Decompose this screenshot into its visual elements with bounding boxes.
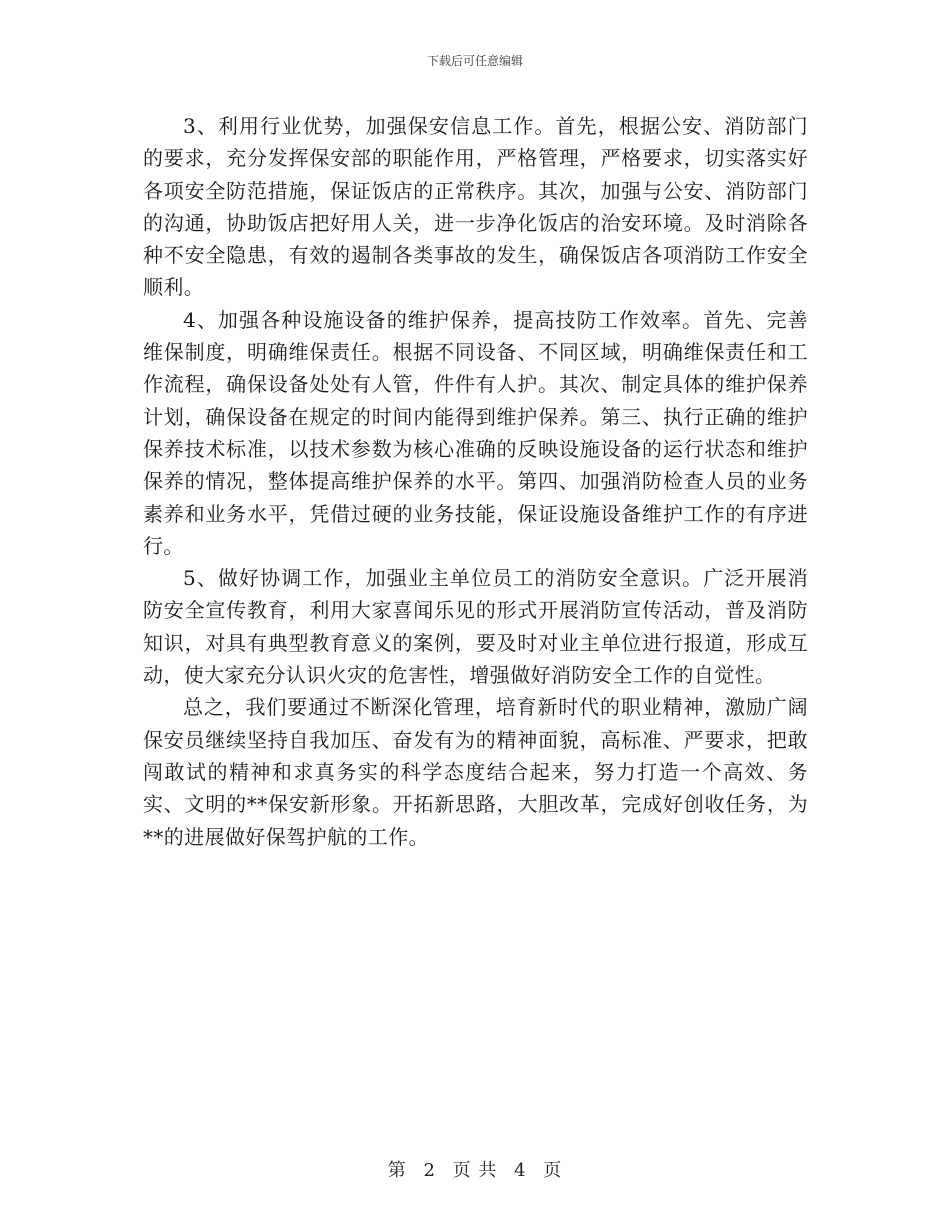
paragraph-item-3: 3、利用行业优势，加强保安信息工作。首先，根据公安、消防部门的要求，充分发挥保安部的职能作用，严格管理，严格要求，切实落实好各项安全防范措施，保证饭店的正常秩序。其次，加强与公安、消防部门的沟通，协助饭店把好用人关，进一步净化饭店的治安环境。及时消除各种不安全隐患，有效的遏制各类事故的发生，确保饭店各项消防工作安全顺利。 — [143, 114, 808, 300]
paragraph-item-4: 4、加强各种设施设备的维护保养，提高技防工作效率。首先、完善维保制度，明确维保责任。根据不同设备、不同区域，明确维保责任和工作流程，确保设备处处有人管，件件有人护。其次、制定具体的维护保养计划，确保设备在规定的时间内能得到维护保养。第三、执行正确的维护保养技术标准，以技术参数为核心准确的反映设施设备的运行状态和维护保养的情况，整体提高维护保养的水平。第四、加强消防检查人员的业务素养和业务水平，凭借过硬的业务技能，保证设施设备维护工作的有序进行。 — [143, 307, 808, 558]
current-page-number: 2 — [423, 1160, 436, 1181]
paragraph-conclusion: 总之，我们要通过不断深化管理，培育新时代的职业精神，激励广阔保安员继续坚持自我加压、奋发有为的精神面貌，高标准、严要求，把敢闯敢试的精神和求真务实的科学态度结合起来，努力打造一个高效、务实、文明的**保安新形象。开拓新思路，大胆改革，完成好创收任务，为**的进展做好保驾护航的工作。 — [143, 695, 808, 849]
total-pages-number: 4 — [514, 1160, 527, 1181]
page-footer — [0, 1156, 950, 1182]
page-header: 下载后可任意编辑 — [426, 54, 523, 68]
paragraph-item-5: 5、做好协调工作，加强业主单位员工的消防安全意识。广泛开展消防安全宣传教育，利用大家喜闻乐见的形式开展消防宣传活动，普及消防知识，对具有典型教育意义的案例，要及时对业主单位进行报道，形成互动，使大家充分认识火灾的危害性，增强做好消防安全工作的自觉性。 — [143, 566, 808, 688]
footer-suffix: 页 — [543, 1160, 563, 1181]
footer-prefix: 第 — [387, 1160, 407, 1181]
document-body — [143, 110, 808, 853]
footer-middle: 页 共 — [452, 1160, 498, 1181]
